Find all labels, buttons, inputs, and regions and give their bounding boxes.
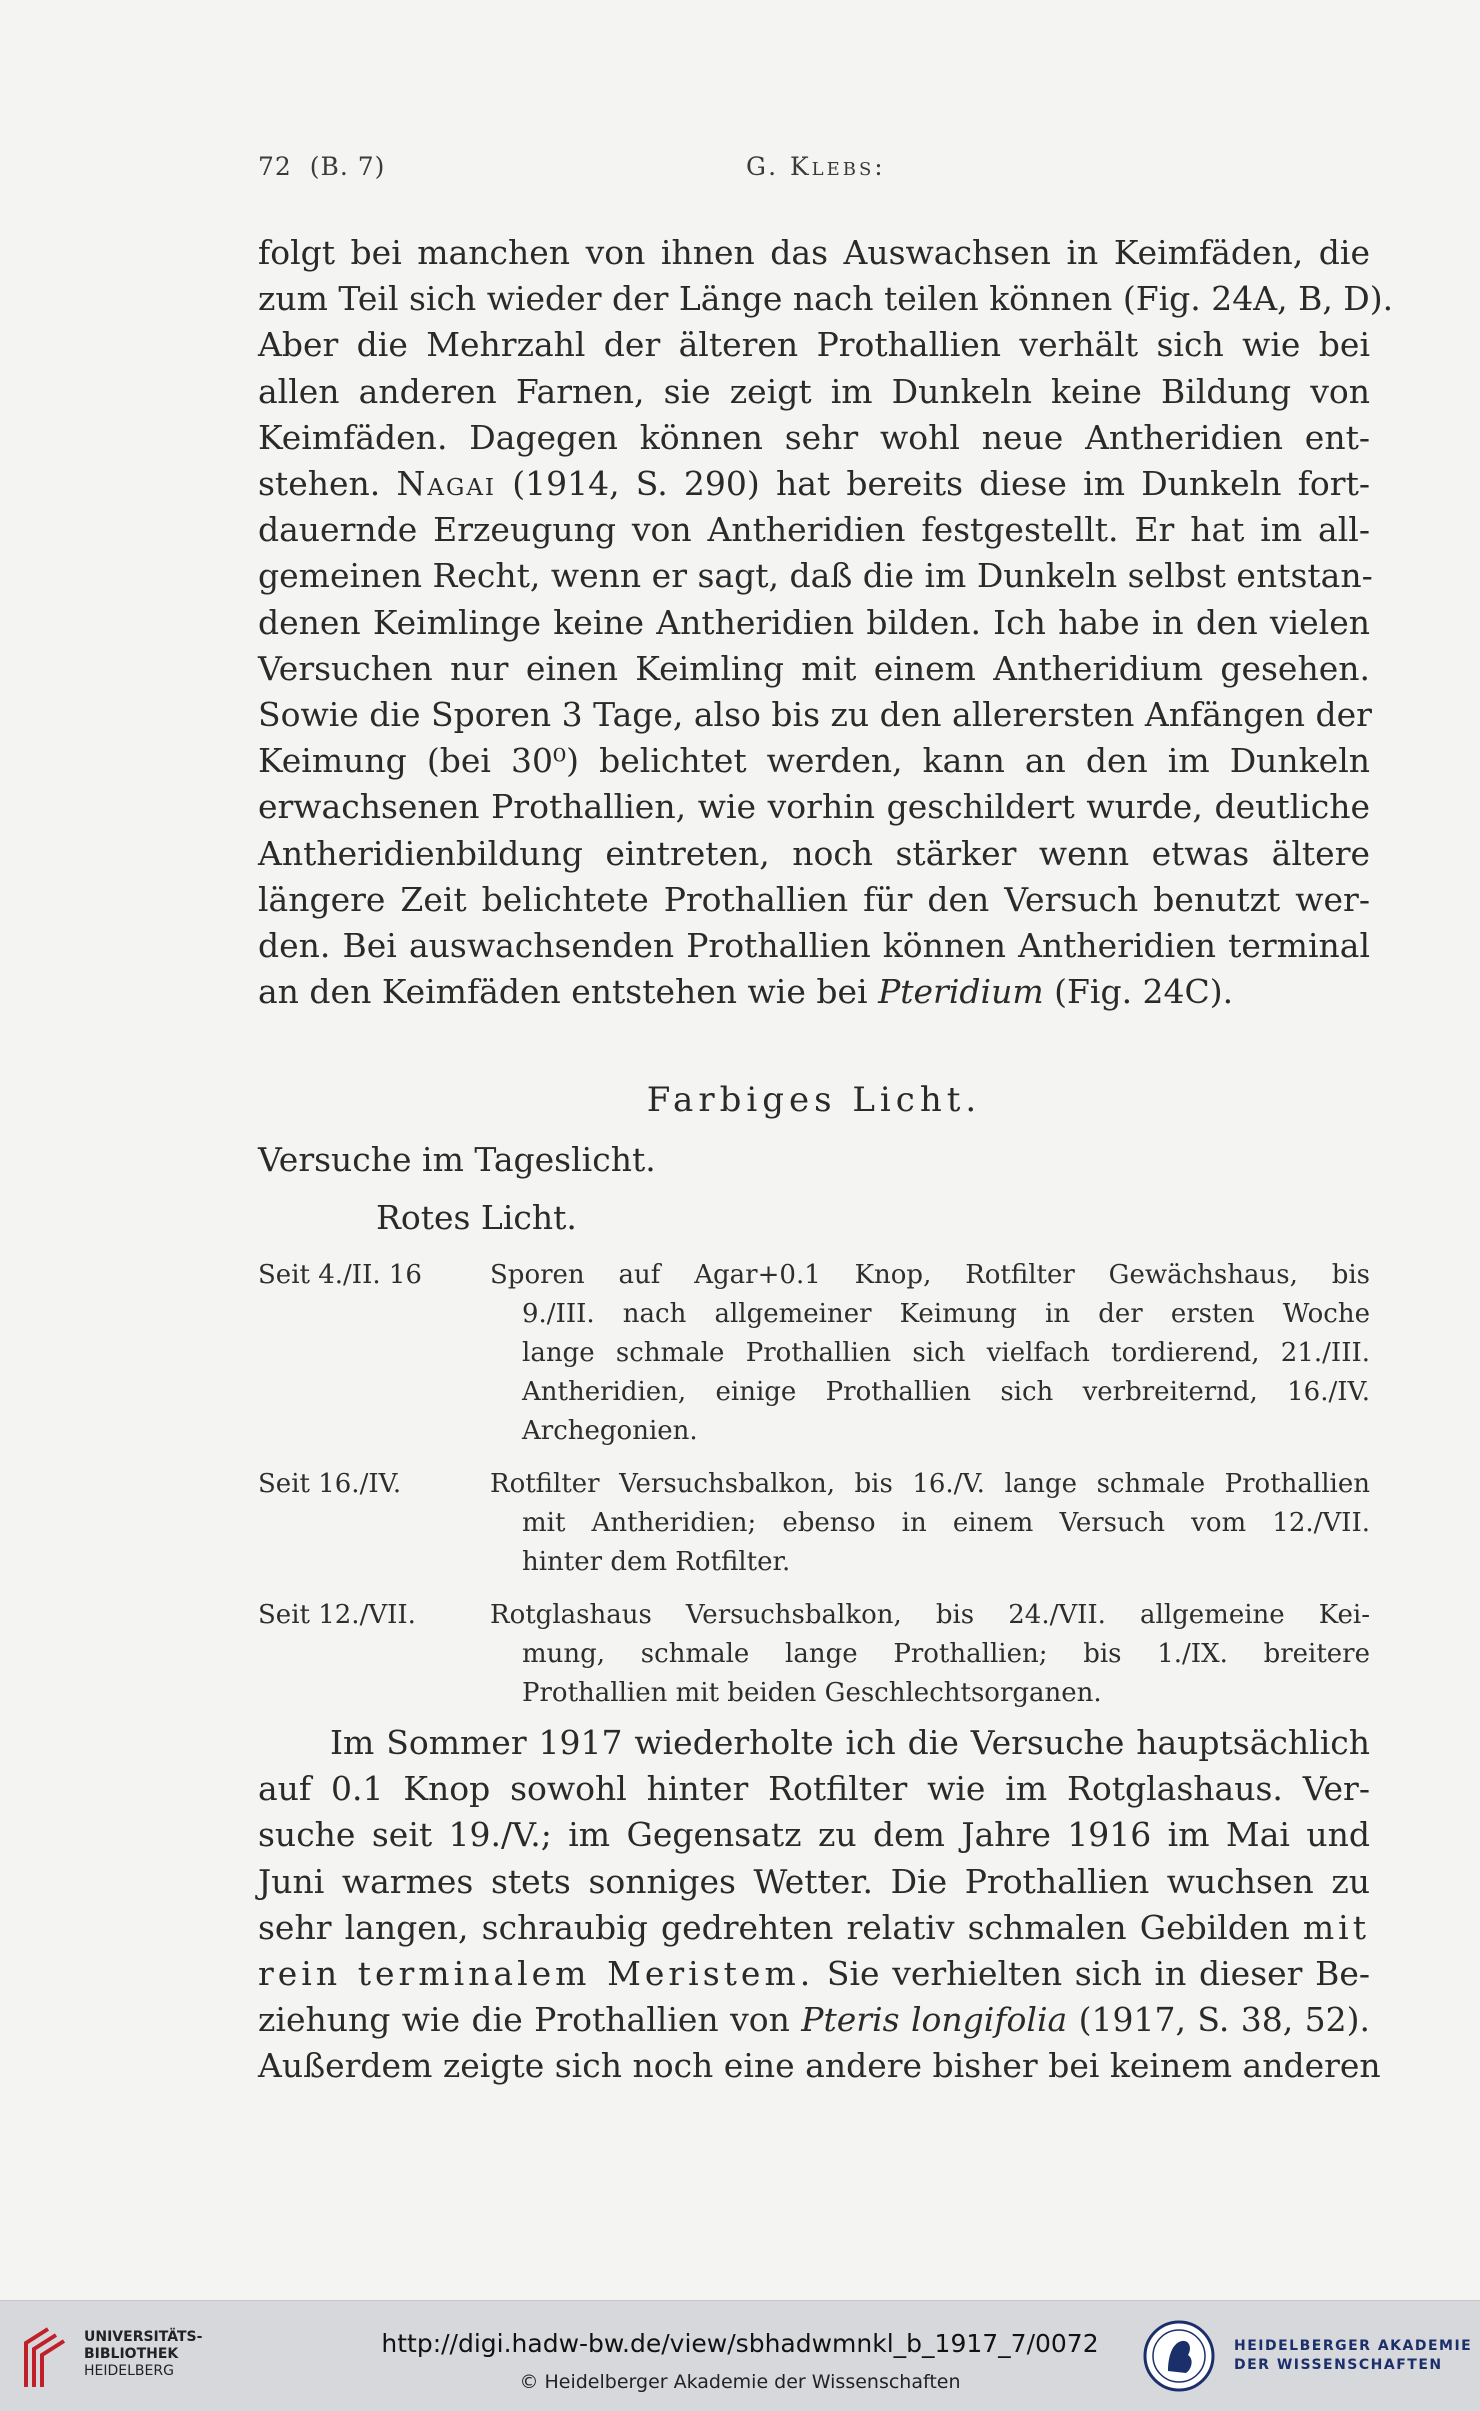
university-library-name: UNIVERSITÄTS- BIBLIOTHEK HEIDELBERG xyxy=(84,2329,203,2379)
text-line: ziehung wie die Prothallien von Pteris longifolia (1917, S. 38, 52). xyxy=(258,2000,1370,2040)
text-line: Juni warmes stets sonniges Wetter. Die Prothallien wuchsen zu xyxy=(258,1861,1370,1901)
text-line: hinter dem Rotfilter. xyxy=(522,1547,791,1577)
text-line: Rotglashaus Versuchsbalkon, bis 24./VII. allgemeine Kei- xyxy=(490,1600,1370,1630)
text-line: Prothallien mit beiden Geschlechtsorganen. xyxy=(522,1678,1102,1708)
text-line: 9./III. nach allgemeiner Keimung in der ersten Woche xyxy=(522,1299,1370,1329)
text-line: Keimung (bei 30⁰) belichtet werden, kann an den im Dunkeln xyxy=(258,741,1370,781)
text-line: suche seit 19./V.; im Gegensatz zu dem Jahre 1916 im Mai und xyxy=(258,1815,1370,1855)
emphasis-text: mit xyxy=(1302,1907,1370,1947)
text-line: Antheridienbildung eintreten, noch stärker wenn etwas ältere xyxy=(258,833,1370,873)
text-line: mit Antheridien; ebenso in einem Versuch vom 12./VII. xyxy=(522,1508,1370,1538)
text-line: an den Keimfäden entstehen wie bei Pteridium (Fig. 24C). xyxy=(258,972,1234,1012)
entry-description xyxy=(490,1596,1370,1713)
text-line: sehr langen, schraubig gedrehten relativ schmalen Gebilden mit xyxy=(258,1907,1370,1947)
text-line: Archegonien. xyxy=(522,1416,698,1446)
text-line: Sporen auf Agar+0.1 Knop, Rotfilter Gewächshaus, bis xyxy=(490,1260,1370,1290)
entry-date: Seit 16./IV. xyxy=(258,1469,402,1499)
paragraph-1 xyxy=(258,230,1394,1015)
text-line: stehen. Nagai (1914, S. 290) hat bereits diese im Dunkeln fort- xyxy=(258,464,1370,504)
section-heading: Farbiges Licht. xyxy=(646,1080,982,1120)
text-line: folgt bei manchen von ihnen das Auswachsen in Keimfäden, die xyxy=(258,233,1370,272)
text-line: Außerdem zeigte sich noch eine andere bisher bei keinem anderen xyxy=(258,2046,1381,2086)
text-line: mung, schmale lange Prothallien; bis 1./IX. breitere xyxy=(522,1639,1370,1669)
text-line: denen Keimlinge keine Antheridien bilden. Ich habe in den vielen xyxy=(258,602,1370,642)
paragraph-2 xyxy=(258,1720,1381,2090)
author-citation: Nagai xyxy=(396,464,497,504)
text-line: längere Zeit belichtete Prothallien für den Versuch benutzt wer- xyxy=(258,879,1370,919)
text-line: zum Teil sich wieder der Länge nach teilen können (Fig. 24A, B, D). xyxy=(258,279,1394,319)
genus-name: Pteridium xyxy=(878,972,1044,1012)
text-line: erwachsenen Prothallien, wie vorhin geschildert wurde, deutliche xyxy=(258,787,1370,827)
entry-description xyxy=(490,1465,1370,1582)
academy-name: HEIDELBERGER AKADEMIE DER WISSENSCHAFTEN xyxy=(1234,2338,1473,2373)
log-entry xyxy=(258,1256,1370,1451)
entry-description xyxy=(490,1256,1370,1451)
text-line: lange schmale Prothallien sich vielfach tordierend, 21./III. xyxy=(522,1338,1370,1368)
entry-date: Seit 4./II. 16 xyxy=(258,1260,422,1290)
text-line: auf 0.1 Knop sowohl hinter Rotfilter wie im Rotglashaus. Ver- xyxy=(258,1769,1370,1809)
text-line: allen anderen Farnen, sie zeigt im Dunkeln keine Bildung von xyxy=(258,371,1370,411)
subheading-red-light: Rotes Licht. xyxy=(376,1198,577,1237)
text-line: den. Bei auswachsenden Prothallien können Antheridien terminal xyxy=(258,926,1370,966)
log-entry xyxy=(258,1596,1370,1713)
emphasis-text: rein terminalem Meristem. xyxy=(258,1954,815,1994)
text-line: Sowie die Sporen 3 Tage, also bis zu den allerersten Anfängen der xyxy=(258,695,1372,735)
running-author: G. Klebs: xyxy=(746,152,886,181)
subheading-daylight: Versuche im Tageslicht. xyxy=(258,1140,656,1179)
academy-seal-icon xyxy=(1142,2319,1216,2393)
experiment-log xyxy=(258,1256,1370,1727)
viewer-footer xyxy=(0,2300,1480,2411)
species-name: Pteris longifolia xyxy=(801,2000,1068,2040)
text-line: Keimfäden. Dagegen können sehr wohl neue Antheridien ent- xyxy=(258,417,1370,457)
copyright-notice: © Heidelberger Akademie der Wissenschaften xyxy=(519,2371,961,2393)
log-entry xyxy=(258,1465,1370,1582)
permalink-url[interactable]: http://digi.hadw-bw.de/view/sbhadwmnkl_b_1917_7/0072 xyxy=(381,2329,1099,2358)
text-line: Antheridien, einige Prothallien sich verbreiternd, 16./IV. xyxy=(522,1377,1370,1407)
text-line: Rotfilter Versuchsbalkon, bis 16./V. lange schmale Prothallien xyxy=(490,1469,1370,1499)
text-line: gemeinen Recht, wenn er sagt, daß die im Dunkeln selbst entstan- xyxy=(258,556,1373,596)
text-line: rein terminalem Meristem. Sie verhielten sich in dieser Be- xyxy=(258,1954,1371,1994)
text-line: dauernde Erzeugung von Antheridien festgestellt. Er hat im all- xyxy=(258,510,1370,550)
entry-date: Seit 12./VII. xyxy=(258,1600,416,1630)
text-line: Versuchen nur einen Keimling mit einem Antheridium gesehen. xyxy=(258,648,1370,688)
text-line: Im Sommer 1917 wiederholte ich die Versuche hauptsächlich xyxy=(330,1723,1370,1762)
page-number: 72 (B. 7) xyxy=(258,152,386,181)
text-line: Aber die Mehrzahl der älteren Prothallien verhält sich wie bei xyxy=(258,325,1370,365)
